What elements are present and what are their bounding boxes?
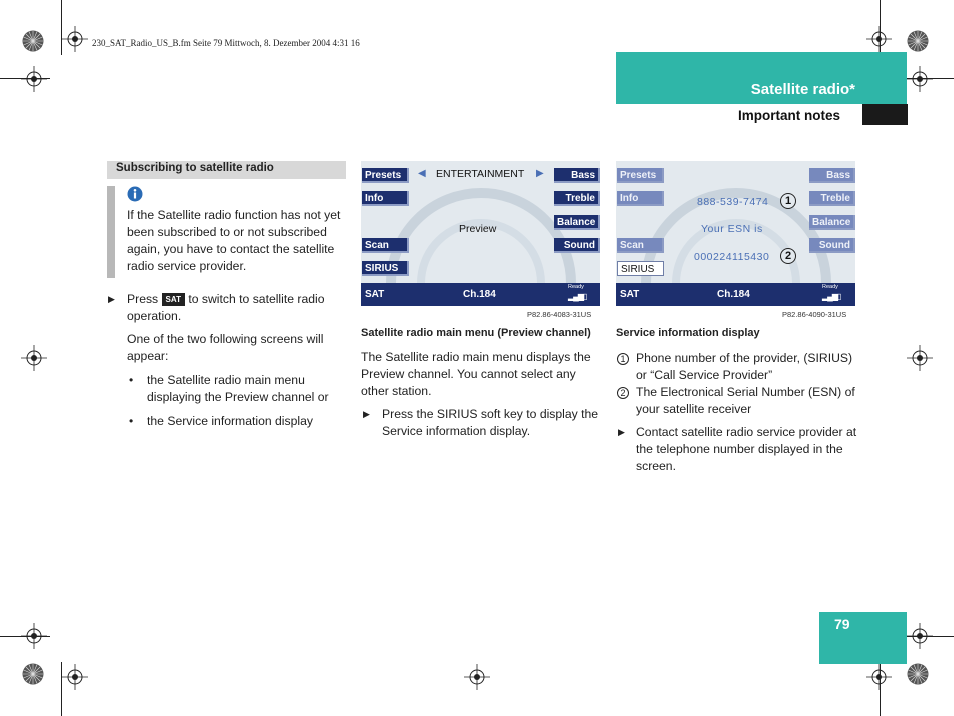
registration-mark-icon — [907, 623, 933, 649]
ready-status: Ready — [568, 284, 584, 290]
file-header: 230_SAT_Radio_US_B.fm Seite 79 Mittwoch, 8. Dezember 2004 4:31 16 — [92, 38, 360, 48]
info-bar — [107, 186, 115, 278]
registration-mark-icon — [21, 66, 47, 92]
step-press-after: to switch to satellite radio operation. — [127, 292, 325, 323]
page-number: 79 — [834, 616, 850, 632]
step-press-sat — [127, 291, 349, 325]
registration-mark-icon — [21, 623, 47, 649]
category-left-arrow-icon[interactable]: ◀ — [418, 168, 426, 179]
balance-softkey[interactable]: Balance — [809, 215, 855, 230]
source-label: SAT — [365, 289, 385, 300]
sirius-softkey[interactable]: SIRIUS — [362, 261, 409, 276]
subtitle-marker — [862, 104, 908, 125]
section-heading-box — [107, 161, 346, 179]
sat-key: SAT — [162, 293, 185, 306]
color-star-target-icon — [22, 30, 44, 52]
color-star-target-icon — [907, 30, 929, 52]
treble-softkey[interactable]: Treble — [809, 191, 855, 206]
legend-text: Phone number of the provider, (SIRIUS) or “Call Service Provider” — [636, 351, 853, 382]
legend-text: The Electronical Serial Number (ESN) of your satellite receiver — [636, 385, 855, 416]
image-reference: P82.86-4083-31US — [527, 310, 592, 319]
step-arrow-icon: ▶ — [618, 427, 625, 437]
balance-softkey[interactable]: Balance — [554, 215, 600, 230]
step-arrow-icon: ▶ — [363, 409, 370, 419]
status-bar — [361, 283, 600, 306]
presets-softkey[interactable]: Presets — [362, 168, 409, 183]
image-reference: P82.86-4090-31US — [782, 310, 847, 319]
registration-mark-icon — [907, 345, 933, 371]
registration-mark-icon — [21, 345, 47, 371]
section-heading: Subscribing to satellite radio — [116, 162, 274, 174]
info-icon — [127, 186, 143, 202]
section-subtitle: Important notes — [738, 108, 841, 123]
channel-label: Ch.184 — [717, 289, 750, 300]
intro-text: One of the two following screens will appear: — [127, 332, 324, 363]
chapter-title-band — [616, 52, 907, 104]
figure-caption: Satellite radio main menu (Preview channel) — [361, 327, 591, 339]
provider-phone-number: 888-539-7474 — [697, 196, 769, 208]
chapter-title: Satellite radio* — [750, 81, 855, 98]
bullet-dot: • — [129, 373, 134, 387]
info-softkey[interactable]: Info — [362, 191, 409, 206]
registration-mark-icon — [907, 66, 933, 92]
registration-mark-icon — [866, 26, 892, 52]
ready-status: Ready — [822, 284, 838, 290]
sound-softkey[interactable]: Sound — [809, 238, 855, 253]
bass-softkey[interactable]: Bass — [809, 168, 855, 183]
info-text: If the Satellite radio function has not yet been subscribed to or not subscribed again, you have to contact the satellite radio service provider. — [127, 208, 341, 273]
registration-mark-icon — [464, 664, 490, 690]
preview-label: Preview — [459, 223, 497, 235]
scan-softkey[interactable]: Scan — [362, 238, 409, 253]
step-text: Press the SIRIUS soft key to display the Service information display. — [382, 407, 599, 438]
step-arrow-icon: ▶ — [108, 294, 115, 304]
bullet-dot: • — [129, 414, 134, 428]
signal-strength-icon: ▂▄▆▯ — [568, 292, 587, 301]
legend-number: 1 — [617, 353, 629, 365]
status-bar — [616, 283, 855, 306]
callout-marker: 2 — [780, 248, 796, 264]
bass-softkey[interactable]: Bass — [554, 168, 600, 183]
screen-service-info — [616, 161, 855, 306]
step-text: Contact satellite radio service provider at the telephone number displayed in the screen. — [636, 425, 857, 473]
presets-softkey[interactable]: Presets — [617, 168, 664, 183]
info-softkey[interactable]: Info — [617, 191, 664, 206]
registration-mark-icon — [62, 664, 88, 690]
category-label: ENTERTAINMENT — [436, 168, 525, 180]
legend-number: 2 — [617, 387, 629, 399]
category-right-arrow-icon[interactable]: ▶ — [536, 168, 544, 179]
body-text: The Satellite radio main menu displays the Preview channel. You cannot select any other station. — [361, 350, 591, 398]
treble-softkey[interactable]: Treble — [554, 191, 600, 206]
bullet-item: the Satellite radio main menu displaying the Preview channel or — [147, 373, 329, 404]
color-star-target-icon — [907, 663, 929, 685]
scan-softkey[interactable]: Scan — [617, 238, 664, 253]
registration-mark-icon — [62, 26, 88, 52]
color-star-target-icon — [22, 663, 44, 685]
step-press-before: Press — [127, 292, 159, 306]
esn-label: Your ESN is — [701, 223, 763, 235]
page-number-band — [819, 612, 907, 664]
esn-number: 000224115430 — [694, 251, 770, 263]
source-label: SAT — [620, 289, 640, 300]
screen-main-menu — [361, 161, 600, 306]
figure-caption: Service information display — [616, 327, 760, 339]
channel-label: Ch.184 — [463, 289, 496, 300]
callout-marker: 1 — [780, 193, 796, 209]
registration-mark-icon — [866, 664, 892, 690]
sound-softkey[interactable]: Sound — [554, 238, 600, 253]
signal-strength-icon: ▂▄▆▯ — [822, 292, 841, 301]
bullet-item: the Service information display — [147, 414, 313, 428]
sirius-softkey[interactable]: SIRIUS — [617, 261, 664, 276]
